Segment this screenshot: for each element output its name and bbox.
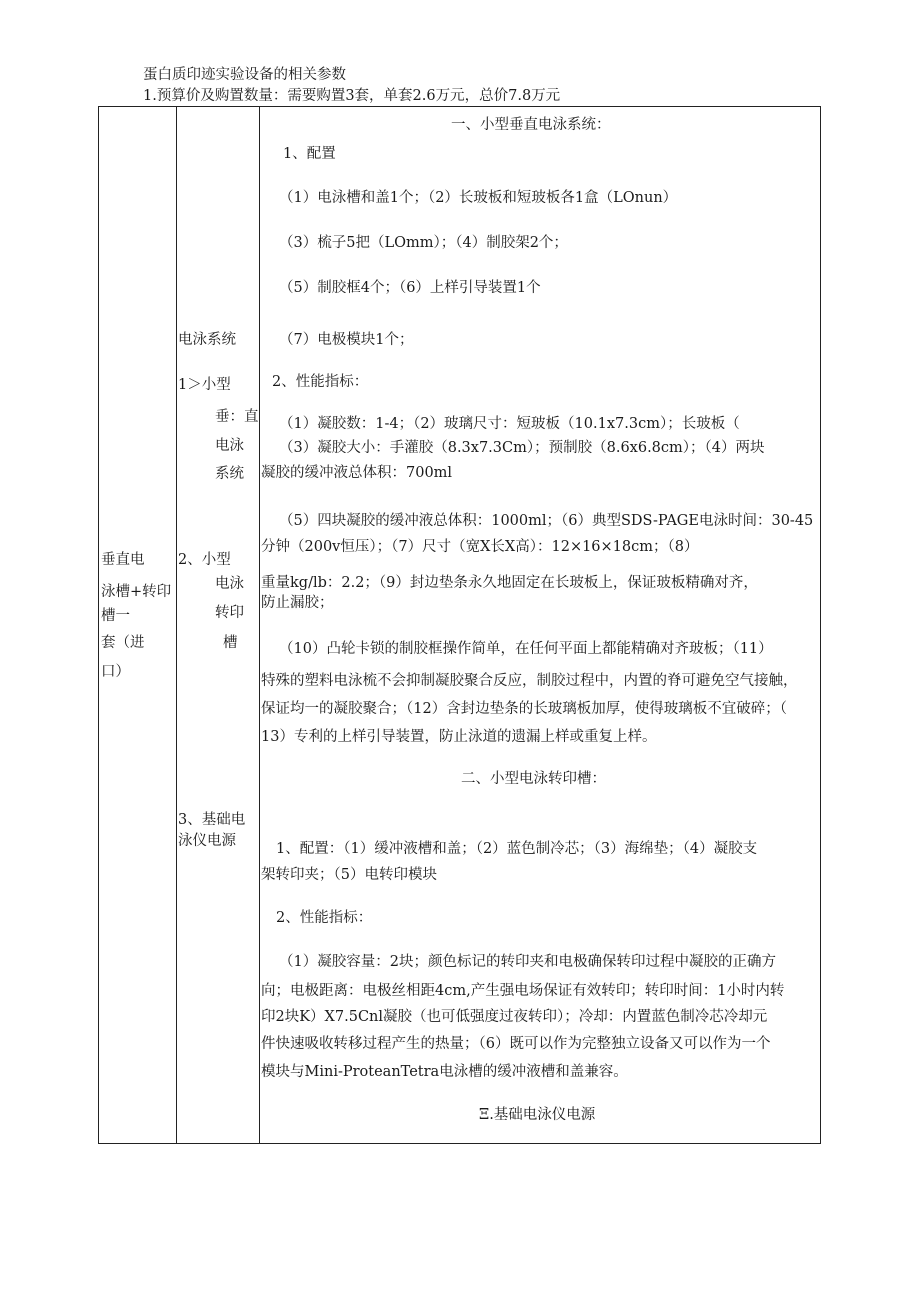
device-name-line: 槽一 bbox=[101, 608, 130, 624]
table-border-top bbox=[98, 106, 821, 107]
spec-line: 凝胶的缓冲液总体积：700ml bbox=[261, 465, 453, 481]
component-label: 电泳 bbox=[215, 438, 244, 454]
spec-line: （3）梳子5把（LOmm）；（4）制胶架2个； bbox=[279, 235, 568, 251]
spec-line: （1）电泳槽和盖1个；（2）长玻板和短玻板各1盒（LOnun） bbox=[279, 190, 678, 206]
table-divider-1 bbox=[176, 106, 177, 1144]
component-label: 电泳系统 bbox=[178, 332, 236, 348]
spec-line: 防止漏胶； bbox=[261, 595, 334, 611]
spec-line: （1）凝胶容量：2块；颜色标记的转印夹和电极确保转印过程中凝胶的正确方 bbox=[279, 954, 776, 970]
component-label: 1＞小型 bbox=[178, 377, 231, 393]
spec-line: （5）四块凝胶的缓冲液总体积：1000ml；（6）典型SDS-PAGE电泳时间：30-45 bbox=[279, 513, 814, 529]
device-name-line: 口） bbox=[101, 664, 130, 680]
component-label: 2、小型 bbox=[178, 552, 231, 568]
spec-line: 13）专利的上样引导装置，防止泳道的遗漏上样或重复上样。 bbox=[261, 729, 657, 745]
component-label: 转印 bbox=[215, 605, 244, 621]
section-heading: 二、小型电泳转印槽： bbox=[461, 771, 606, 787]
spec-line: （3）凝胶大小：手灌胶（8.3x7.3Cm）；预制胶（8.6x6.8cm）；（4）两块 bbox=[279, 440, 765, 456]
spec-line: 特殊的塑料电泳梳不会抑制凝胶聚合反应，制胶过程中，内置的脊可避免空气接触， bbox=[261, 673, 798, 689]
section-heading: Ξ.基础电泳仪电源 bbox=[479, 1107, 596, 1123]
subsection-heading: 2、性能指标： bbox=[272, 374, 369, 390]
component-label: 泳仪电源 bbox=[178, 833, 236, 849]
component-label: 3、基础电 bbox=[178, 812, 246, 828]
component-label: 系统 bbox=[215, 466, 244, 482]
component-label: 电泳 bbox=[215, 576, 244, 592]
table-divider-2 bbox=[259, 106, 260, 1144]
device-name-line: 套（进 bbox=[101, 635, 145, 651]
device-name-line: 垂直电 bbox=[101, 552, 145, 568]
spec-line: 模块与Mini-ProteanTetra电泳槽的缓冲液槽和盖兼容。 bbox=[261, 1064, 628, 1080]
spec-line: 1、配置：（1）缓冲液槽和盖；（2）蓝色制冷芯；（3）海绵垫；（4）凝胶支 bbox=[276, 841, 758, 857]
spec-line: （7）电极模块1个； bbox=[279, 332, 414, 348]
document-title: 蛋白质印迹实验设备的相关参数 bbox=[143, 67, 346, 83]
spec-line: 印2块K）X7.5Cnl凝胶（也可低强度过夜转印）；冷却：内置蓝色制冷芯冷却元 bbox=[261, 1009, 768, 1025]
table-border-left bbox=[98, 106, 99, 1144]
subsection-heading: 2、性能指标： bbox=[276, 910, 373, 926]
device-name-line: 泳槽+转印 bbox=[101, 584, 172, 600]
table-border-bottom bbox=[98, 1143, 821, 1144]
table-border-right bbox=[820, 106, 821, 1144]
spec-line: 保证均一的凝胶聚合；（12）含封边垫条的长玻璃板加厚，使得玻璃板不宜破碎；（ bbox=[261, 701, 787, 717]
spec-line: 重量kg/lb：2.2；（9）封边垫条永久地固定在长玻板上，保证玻板精确对齐， bbox=[261, 575, 758, 591]
spec-line: （10）凸轮卡锁的制胶框操作简单，在任何平面上都能精确对齐玻板；（11） bbox=[279, 641, 773, 657]
spec-line: 分钟（200v恒压）；（7）尺寸（宽X长X高）：12×16×18cm；（8） bbox=[261, 539, 699, 555]
spec-line: 件快速吸收转移过程产生的热量；（6）既可以作为完整独立设备又可以作为一个 bbox=[261, 1036, 771, 1052]
spec-line: （5）制胶框4个；（6）上样引导装置1个 bbox=[279, 280, 541, 296]
component-label: 垂：直 bbox=[215, 409, 259, 425]
section-heading: 一、小型垂直电泳系统： bbox=[451, 117, 611, 133]
budget-line: 1.预算价及购置数量：需要购置3套，单套2.6万元，总价7.8万元 bbox=[143, 88, 561, 104]
component-label: 槽 bbox=[223, 635, 238, 651]
spec-line: 向；电极距离：电极丝相距4cm,产生强电场保证有效转印；转印时间：1小时内转 bbox=[261, 983, 785, 999]
spec-line: （1）凝胶数：1-4；（2）玻璃尺寸：短玻板（10.1x7.3cm）；长玻板（ bbox=[279, 416, 740, 432]
spec-line: 架转印夹；（5）电转印模块 bbox=[261, 867, 437, 883]
subsection-heading: 1、配置 bbox=[283, 146, 336, 162]
